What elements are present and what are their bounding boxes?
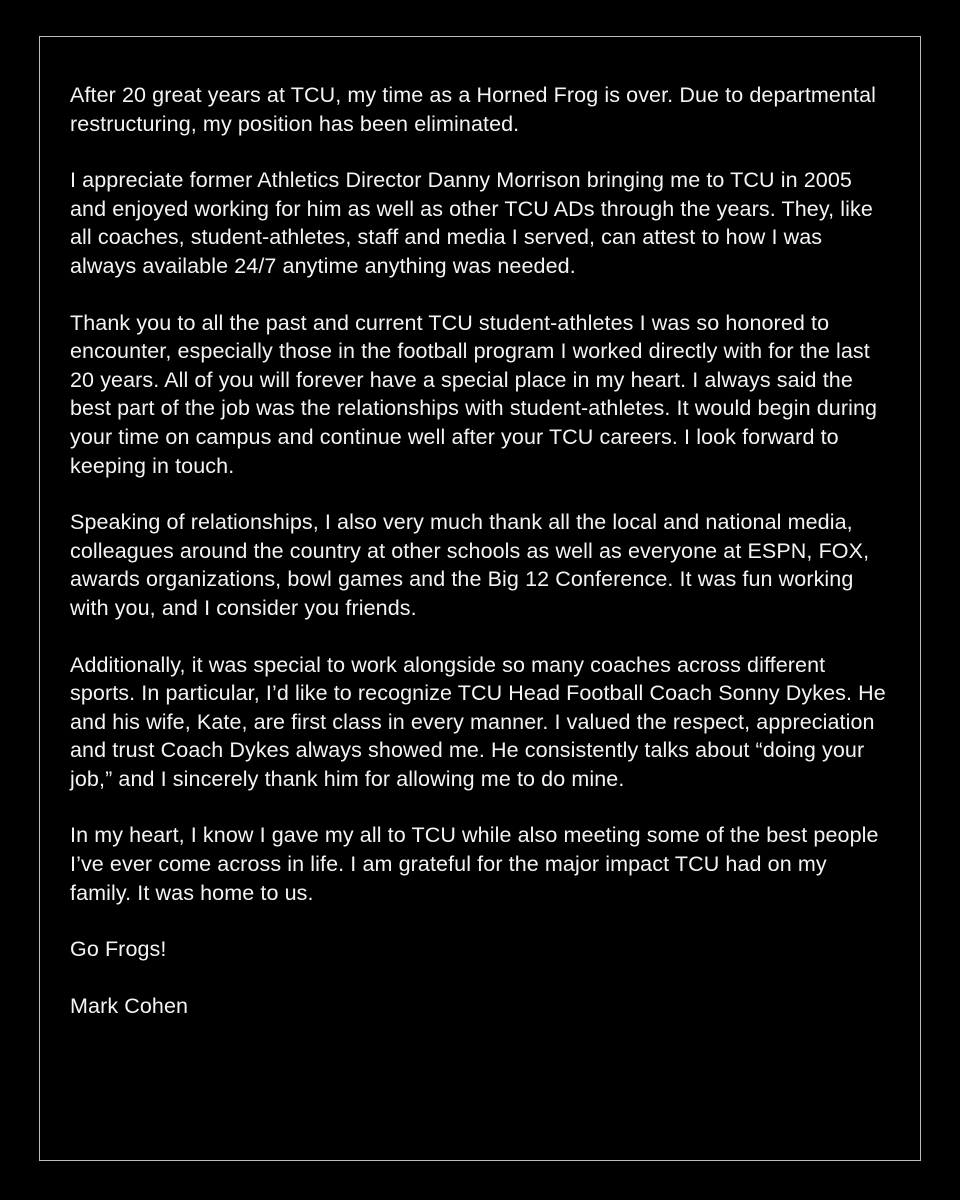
statement-paragraph-1: After 20 great years at TCU, my time as a Horned Frog is over. Due to departmental restructuring, my position has been eliminated. — [70, 83, 877, 136]
statement-paragraph-3: Thank you to all the past and current TCU student-athletes I was so honored to encounter, especially those in the football program I worked directly with for the last 20 years. All of you will forever have a special place in my heart. I always said the best part of the job was the relationships with student-athletes. It would begin during your time on campus and continue well after your TCU careers. I look forward to keeping in touch. — [70, 310, 878, 478]
statement-card — [39, 36, 921, 1161]
statement-paragraph-5: Additionally, it was special to work alongside so many coaches across different sports. In particular, I’d like to recognize TCU Head Football Coach Sonny Dykes. He and his wife, Kate, are first class in every manner. I valued the respect, appreciation and trust Coach Dykes always showed me. He consistently talks about “doing your job,” and I sincerely thank him for allowing me to do mine. — [70, 652, 886, 791]
statement-paragraph-6: In my heart, I know I gave my all to TCU while also meeting some of the best people I’ve ever come across in life. I am grateful for the major impact TCU had on my family. It was home to us. — [70, 823, 879, 905]
statement-paragraph-2: I appreciate former Athletics Director Danny Morrison bringing me to TCU in 2005 and enjoyed working for him as well as other TCU ADs through the years. They, like all coaches, student-athletes, staff and media I served, can attest to how I was always available 24/7 anytime anything was needed. — [70, 168, 873, 278]
statement-paragraph-4: Speaking of relationships, I also very much thank all the local and national media, colleagues around the country at other schools as well as everyone at ESPN, FOX, awards organizations, bowl games and the Big 12 Conference. It was fun working with you, and I consider you friends. — [70, 510, 870, 620]
statement-signature: Mark Cohen — [70, 993, 189, 1018]
statement-body — [70, 81, 891, 1048]
statement-signoff: Go Frogs! — [70, 937, 167, 962]
